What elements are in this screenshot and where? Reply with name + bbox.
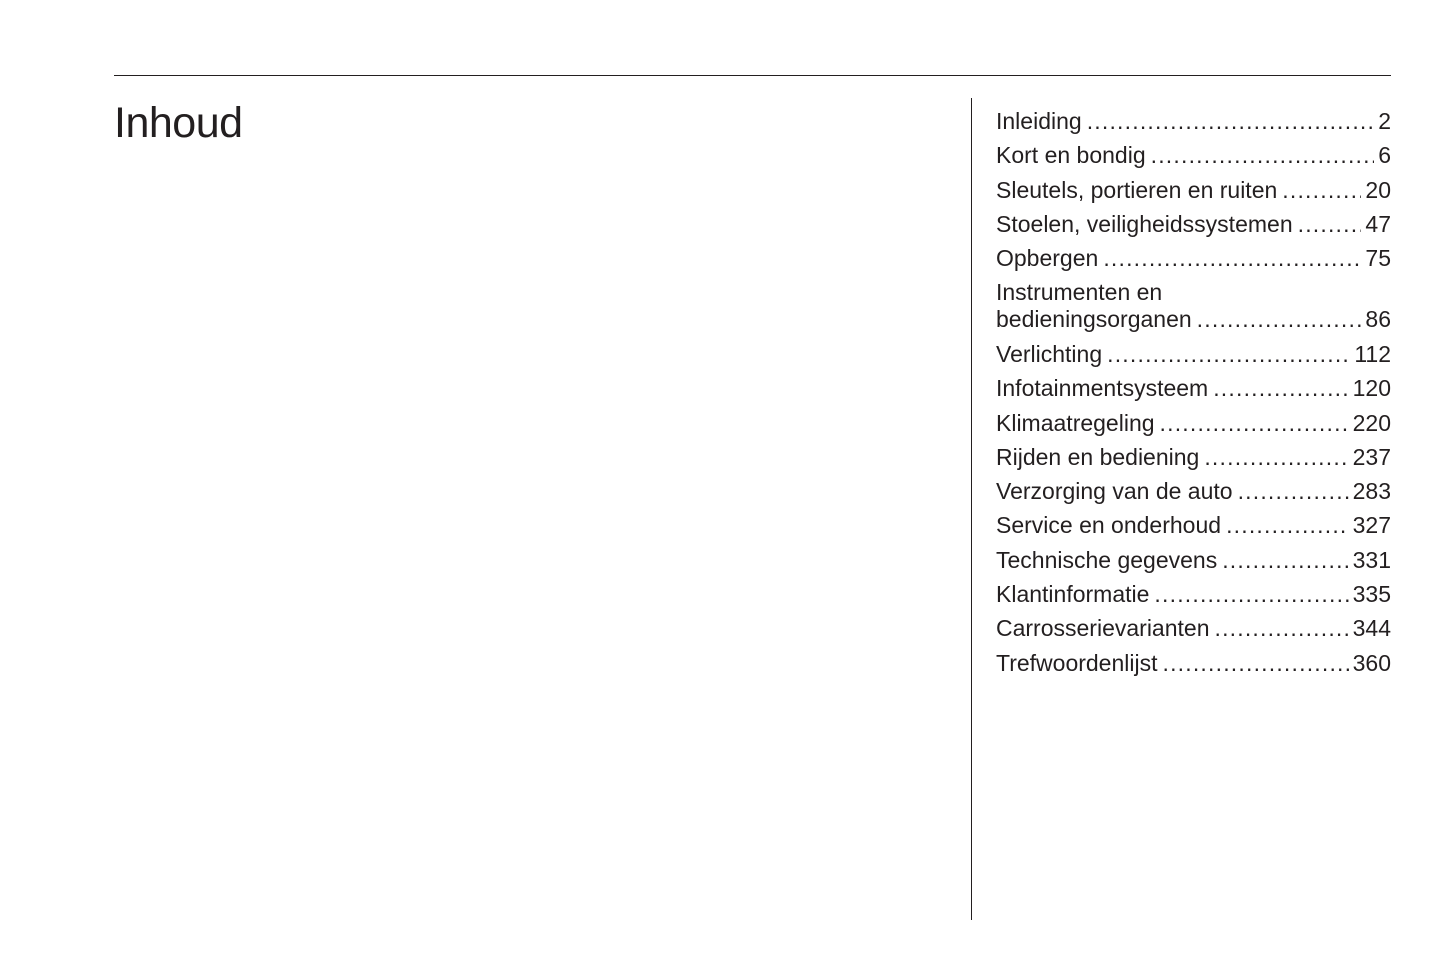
toc-entry-title: Klantinformatie	[996, 581, 1150, 608]
toc-dot-leader	[1214, 611, 1348, 645]
toc-entry-title: Klimaatregeling	[996, 409, 1155, 436]
toc-entry-title: Inleiding	[996, 108, 1082, 134]
toc-entry-title-line1: Instrumenten en	[996, 279, 1163, 306]
toc-page-number: 2	[1378, 108, 1391, 134]
toc-entry-service[interactable]	[996, 508, 1391, 542]
toc-entry-title: Service en onderhoud	[996, 512, 1222, 539]
column-divider	[971, 98, 972, 920]
toc-dot-leader	[1160, 406, 1349, 440]
toc-dot-leader	[1204, 440, 1348, 474]
toc-page-number: 6	[1378, 142, 1391, 169]
toc-dot-leader	[1226, 508, 1349, 542]
toc-entry-verzorging[interactable]	[996, 474, 1391, 508]
toc-entry-first-line	[996, 279, 1391, 306]
toc-entry-infotainmentsysteem[interactable]	[996, 371, 1391, 405]
toc-page-number: 86	[1365, 306, 1391, 333]
toc-page-number: 75	[1365, 245, 1391, 272]
toc-dot-leader	[1103, 241, 1361, 275]
toc-entry-klimaatregeling[interactable]	[996, 406, 1391, 440]
toc-entry-second-line	[996, 306, 1391, 333]
toc-page-number: 237	[1352, 443, 1391, 470]
toc-entry-title: Carrosserievarianten	[996, 615, 1210, 642]
toc-entry-title: Trefwoordenlijst	[996, 649, 1158, 676]
toc-dot-leader	[1282, 173, 1361, 207]
toc-page-number: 331	[1352, 546, 1391, 573]
toc-entry-stoelen[interactable]	[996, 207, 1391, 241]
toc-entry-verlichting[interactable]	[996, 337, 1391, 371]
toc-entry-title: Kort en bondig	[996, 142, 1146, 169]
toc-entry-klantinformatie[interactable]	[996, 577, 1391, 611]
toc-entry-title: Infotainmentsysteem	[996, 375, 1209, 402]
toc-page-number: 327	[1352, 512, 1391, 539]
toc-entry-title: Rijden en bediening	[996, 443, 1200, 470]
table-of-contents	[996, 104, 1391, 680]
toc-entry-trefwoordenlijst[interactable]	[996, 646, 1391, 680]
toc-entry-title-line2: bedieningsorganen	[996, 306, 1192, 333]
toc-page-number: 120	[1352, 375, 1391, 402]
toc-dot-leader	[1238, 474, 1349, 508]
toc-entry-title: Technische gegevens	[996, 546, 1218, 573]
toc-dot-leader	[1151, 138, 1375, 172]
toc-entry-technische-gegevens[interactable]	[996, 543, 1391, 577]
toc-entry-carrosserievarianten[interactable]	[996, 611, 1391, 645]
toc-page-number: 360	[1352, 649, 1391, 676]
toc-entry-sleutels[interactable]	[996, 173, 1391, 207]
toc-page-number: 47	[1365, 210, 1391, 237]
toc-entry-title: Opbergen	[996, 245, 1099, 272]
toc-dot-leader	[1087, 104, 1375, 138]
page-title: Inhoud	[114, 99, 243, 147]
toc-page-number: 344	[1352, 615, 1391, 642]
toc-page-number: 220	[1352, 409, 1391, 436]
toc-dot-leader	[1162, 646, 1348, 680]
toc-entry-title: Sleutels, portieren en ruiten	[996, 176, 1278, 203]
toc-entry-title: Verlichting	[996, 340, 1103, 367]
toc-entry-rijden[interactable]	[996, 440, 1391, 474]
toc-page-number: 112	[1354, 340, 1391, 367]
toc-entry-kort-en-bondig[interactable]	[996, 138, 1391, 172]
toc-entry-title: Stoelen, veiligheidssystemen	[996, 210, 1293, 237]
toc-page-number: 20	[1365, 176, 1391, 203]
toc-dot-leader	[1222, 543, 1348, 577]
toc-page-number: 335	[1352, 581, 1391, 608]
header-rule	[114, 75, 1391, 76]
toc-page-number: 283	[1352, 478, 1391, 505]
toc-dot-leader	[1107, 337, 1350, 371]
toc-dot-leader	[1213, 371, 1348, 405]
toc-entry-inleiding[interactable]	[996, 104, 1391, 138]
toc-dot-leader	[1154, 577, 1348, 611]
toc-dot-leader	[1197, 306, 1362, 333]
toc-entry-title: Verzorging van de auto	[996, 478, 1233, 505]
toc-entry-instrumenten[interactable]	[996, 275, 1391, 337]
toc-dot-leader	[1298, 207, 1362, 241]
toc-entry-opbergen[interactable]	[996, 241, 1391, 275]
